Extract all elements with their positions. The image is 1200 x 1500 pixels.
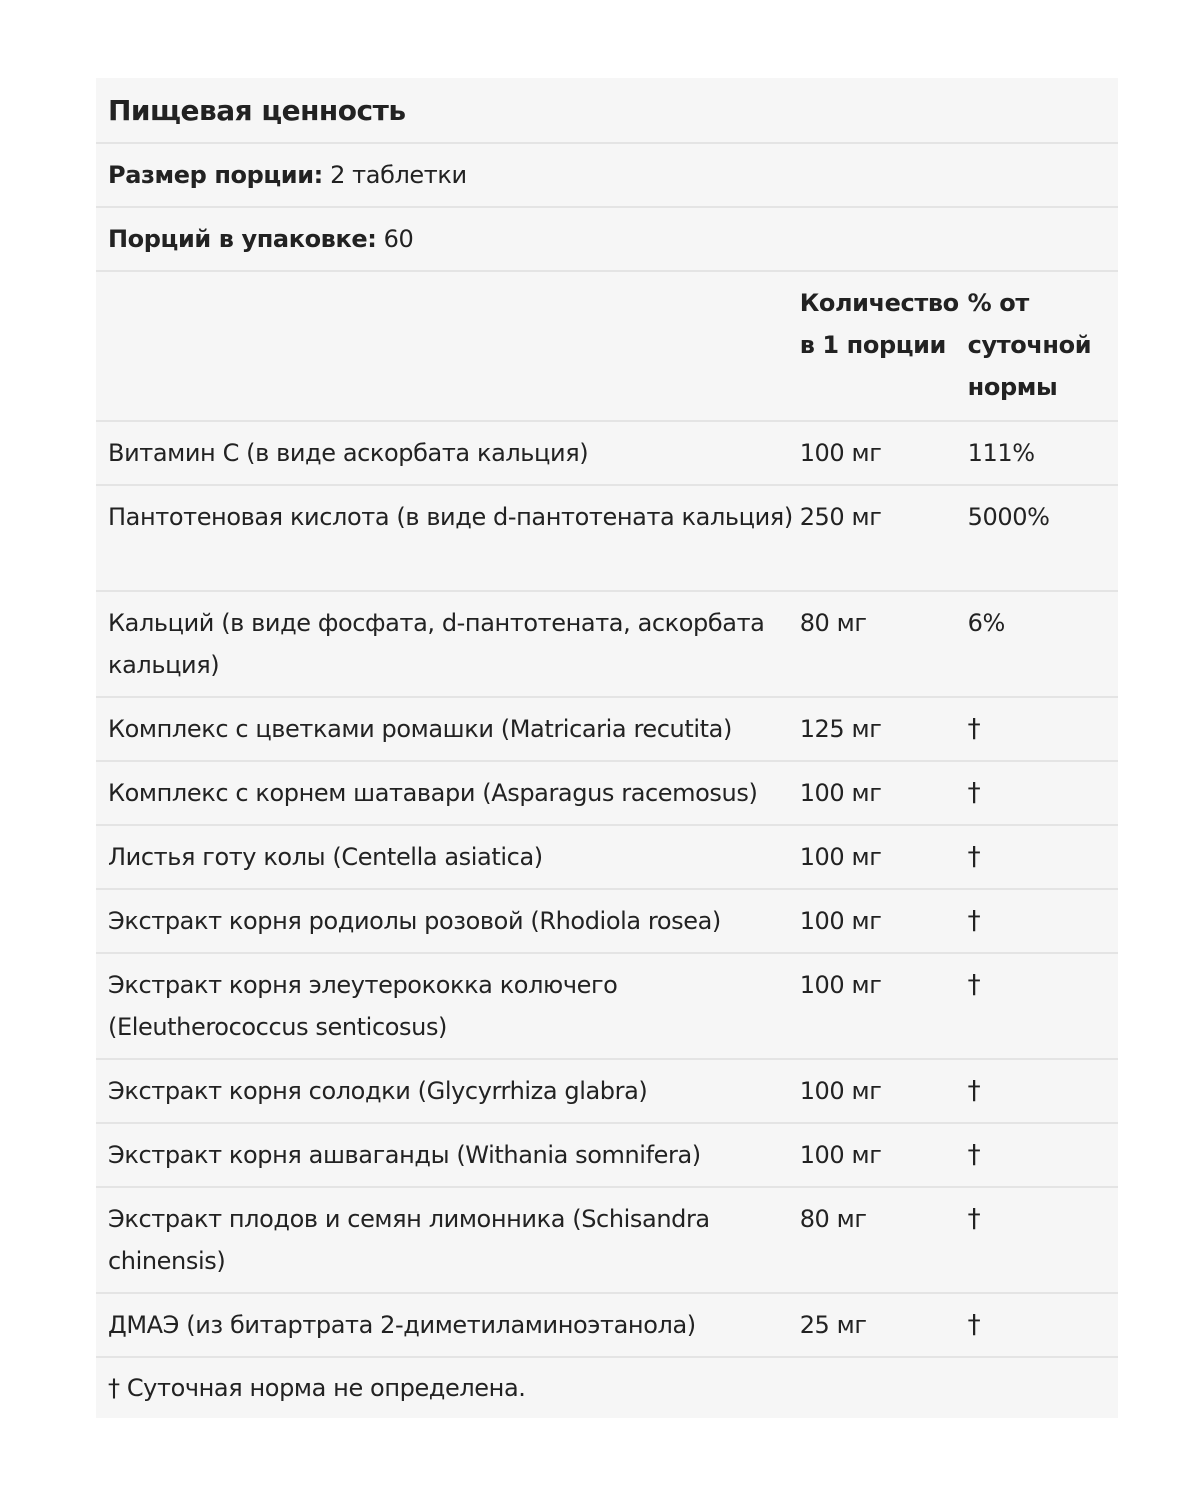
nutrient-amount: 100 мг xyxy=(799,1141,882,1169)
column-header-name xyxy=(108,282,800,420)
servings-per-container-row xyxy=(96,208,1118,272)
nutrient-amount: 250 мг xyxy=(799,503,882,531)
table-row xyxy=(96,422,1118,486)
nutrient-amount: 100 мг xyxy=(799,971,882,999)
column-header-amount-line1: Количество xyxy=(799,289,959,317)
nutrient-daily-value: 6% xyxy=(967,609,1005,637)
nutrient-name: Экстракт корня элеутерококка колючего (Eleutherococcus senticosus) xyxy=(108,971,618,1041)
nutrient-daily-value: † xyxy=(967,1140,981,1170)
nutrient-name: Комплекс с корнем шатавари (Asparagus racemosus) xyxy=(108,779,758,807)
table-row xyxy=(96,1124,1118,1188)
nutrient-amount: 100 мг xyxy=(799,779,882,807)
nutrient-daily-value: † xyxy=(967,1204,981,1234)
nutrient-amount: 100 мг xyxy=(799,843,882,871)
table-row xyxy=(96,1188,1118,1294)
column-header-dv-line2: суточной xyxy=(967,331,1092,359)
serving-size-value: 2 таблетки xyxy=(330,161,467,189)
nutrient-daily-value: † xyxy=(967,1310,981,1340)
column-header-row xyxy=(96,272,1118,422)
nutrient-name: Листья готу колы (Centella asiatica) xyxy=(108,843,543,871)
title-text: Пищевая ценность xyxy=(108,93,406,127)
nutrient-name: Экстракт корня солодки (Glycyrrhiza glabra) xyxy=(108,1077,648,1105)
nutrient-daily-value: † xyxy=(967,970,981,1000)
column-header-daily-value xyxy=(968,282,1106,420)
servings-per-container-value: 60 xyxy=(383,225,414,253)
nutrient-daily-value: † xyxy=(967,842,981,872)
footnote-row xyxy=(96,1358,1118,1418)
nutrient-name: ДМАЭ (из битартрата 2-диметиламиноэтанола) xyxy=(108,1311,696,1339)
nutrient-name: Комплекс с цветками ромашки (Matricaria recutita) xyxy=(108,715,732,743)
nutrient-name: Кальций (в виде фосфата, d-пантотената, аскорбата кальция) xyxy=(108,609,765,679)
nutrient-name: Пантотеновая кислота (в виде d-пантотената кальция) xyxy=(108,503,793,531)
nutrient-amount: 80 мг xyxy=(799,1205,867,1233)
nutrient-daily-value: † xyxy=(967,1076,981,1106)
table-row xyxy=(96,890,1118,954)
nutrient-daily-value: † xyxy=(967,778,981,808)
table-row xyxy=(96,1060,1118,1124)
nutrient-amount: 100 мг xyxy=(799,907,882,935)
nutrient-amount: 100 мг xyxy=(799,439,882,467)
nutrient-name: Витамин C (в виде аскорбата кальция) xyxy=(108,439,589,467)
table-row xyxy=(96,486,1118,592)
nutrient-name: Экстракт плодов и семян лимонника (Schisandra chinensis) xyxy=(108,1205,710,1275)
nutrient-daily-value: † xyxy=(967,714,981,744)
nutrition-facts-table xyxy=(96,78,1118,1418)
column-header-dv-line3: нормы xyxy=(967,373,1058,401)
column-header-dv-line1: % от xyxy=(967,289,1029,317)
nutrient-daily-value: 5000% xyxy=(967,503,1050,531)
nutrient-daily-value: † xyxy=(967,906,981,936)
table-row xyxy=(96,1294,1118,1358)
nutrient-name: Экстракт корня ашваганды (Withania somnifera) xyxy=(108,1141,701,1169)
table-row xyxy=(96,698,1118,762)
column-header-amount-line2: в 1 порции xyxy=(799,331,946,359)
table-row xyxy=(96,592,1118,698)
table-row xyxy=(96,954,1118,1060)
nutrient-amount: 125 мг xyxy=(799,715,882,743)
servings-per-container-label: Порций в упаковке: xyxy=(108,225,377,253)
nutrient-daily-value: 111% xyxy=(967,439,1035,467)
column-header-amount xyxy=(800,282,968,420)
serving-size-row xyxy=(96,144,1118,208)
nutrient-amount: 25 мг xyxy=(799,1311,867,1339)
footnote-text: † Суточная норма не определена. xyxy=(108,1374,526,1402)
nutrient-amount: 80 мг xyxy=(799,609,867,637)
nutrient-name: Экстракт корня родиолы розовой (Rhodiola rosea) xyxy=(108,907,721,935)
table-title xyxy=(96,78,1118,144)
table-row xyxy=(96,826,1118,890)
nutrient-amount: 100 мг xyxy=(799,1077,882,1105)
serving-size-label: Размер порции: xyxy=(108,161,323,189)
table-row xyxy=(96,762,1118,826)
